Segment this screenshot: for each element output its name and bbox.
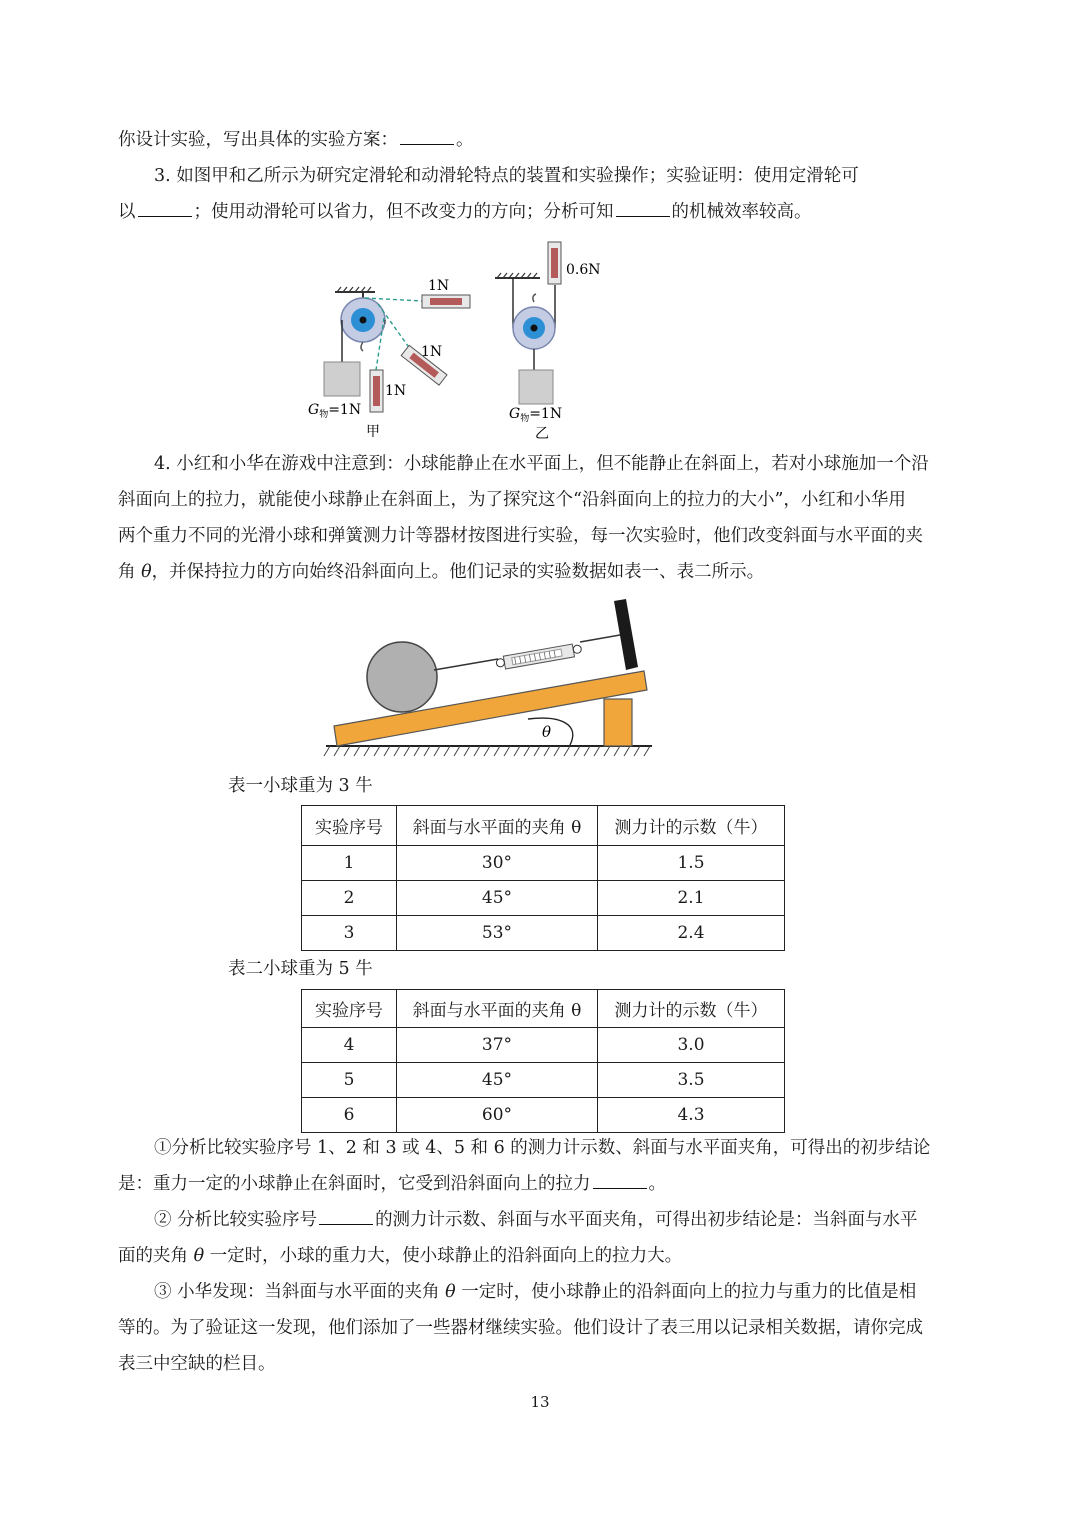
table-row (302, 881, 785, 916)
table-cell: 3.0 (598, 1028, 785, 1063)
scale-reading-jia-3: 1N (385, 383, 407, 399)
q2-tail: 你设计实验，写出具体的实验方案： 。 (118, 122, 968, 158)
page-number: 13 (530, 1393, 550, 1411)
table-header: 测力计的示数（牛） (598, 990, 785, 1028)
weight-block-jia (324, 362, 360, 396)
q4-line4: 角 θ，并保持拉力的方向始终沿斜面向上。他们记录的实验数据如表一、表二所示。 (118, 562, 765, 582)
scale-reading-yi: 0.6N (566, 262, 601, 278)
figure-label-yi: 乙 (535, 426, 549, 442)
ball (367, 642, 437, 712)
weight-label-yi: $G_物=1N$ (509, 406, 563, 424)
table-cell: 1.5 (598, 846, 785, 881)
s2-line1: ② 分析比较实验序号 的测力计示数、斜面与水平面夹角，可得出初步结论是：当斜面与水平 (118, 1202, 968, 1238)
answer-blank[interactable] (400, 126, 454, 145)
table-row (302, 1098, 785, 1133)
table-cell: 30° (397, 846, 598, 881)
table-cell: 60° (397, 1098, 598, 1133)
table-cell: 3 (302, 916, 397, 951)
s3-line2: 等的。为了验证这一发现，他们添加了一些器材继续实验。他们设计了表三用以记录相关数据，请你完成 (118, 1318, 923, 1338)
s3-line1: ③ 小华发现：当斜面与水平面的夹角 θ 一定时，使小球静止的沿斜面向上的拉力与重力的比值是相 (154, 1282, 917, 1302)
table-header: 实验序号 (302, 990, 397, 1028)
answer-blank[interactable] (593, 1170, 647, 1189)
scale-reading-jia-1: 1N (428, 278, 450, 294)
spring-scale-incline (495, 643, 582, 671)
stop-post (614, 599, 638, 670)
table-header: 实验序号 (302, 806, 397, 846)
table-cell: 1 (302, 846, 397, 881)
q3-line2: 以 ；使用动滑轮可以省力，但不改变力的方向；分析可知 的机械效率较高。 (118, 194, 968, 230)
pulley-figure (290, 240, 620, 445)
table-header-row (302, 806, 785, 846)
table-cell: 45° (397, 881, 598, 916)
answer-blank[interactable] (138, 198, 192, 217)
q3-line1: 3. 如图甲和乙所示为研究定滑轮和动滑轮特点的装置和实验操作；实验证明：使用定滑轮可 (154, 166, 859, 186)
figure-label-jia: 甲 (366, 424, 380, 440)
table-cell: 2 (302, 881, 397, 916)
table-cell: 2.1 (598, 881, 785, 916)
table-row (302, 1028, 785, 1063)
table-header-row (302, 990, 785, 1028)
spring-scale-jia-1 (422, 295, 470, 308)
table-cell: 5 (302, 1063, 397, 1098)
table-cell: 37° (397, 1028, 598, 1063)
scale-reading-jia-2: 1N (421, 344, 443, 360)
ceiling-yi (495, 273, 540, 278)
incline-figure (322, 595, 662, 765)
table-header: 斜面与水平面的夹角 θ (397, 806, 598, 846)
table-header: 测力计的示数（牛） (598, 806, 785, 846)
table-cell: 2.4 (598, 916, 785, 951)
q4-line1: 4. 小红和小华在游戏中注意到：小球能静止在水平面上，但不能静止在斜面上，若对小球施加一个沿 (154, 454, 929, 474)
table2 (301, 989, 785, 1133)
table-cell: 6 (302, 1098, 397, 1133)
weight-block-yi (519, 370, 553, 404)
answer-blank[interactable] (616, 198, 670, 217)
table-cell: 53° (397, 916, 598, 951)
table-cell: 45° (397, 1063, 598, 1098)
spring-scale-yi (548, 242, 561, 284)
s3-line3: 表三中空缺的栏目。 (118, 1354, 276, 1374)
table-cell: 3.5 (598, 1063, 785, 1098)
table2-caption: 表二小球重为 5 牛 (228, 959, 373, 979)
table-cell: 4.3 (598, 1098, 785, 1133)
s1-line1: ①分析比较实验序号 1、2 和 3 或 4、5 和 6 的测力计示数、斜面与水平面夹角，可得出的初步结论 (154, 1138, 931, 1158)
support-block (604, 699, 632, 746)
q4-line2: 斜面向上的拉力，就能使小球静止在斜面上，为了探究这个“沿斜面向上的拉力的大小”，小红和小华用 (118, 490, 906, 510)
answer-blank[interactable] (319, 1206, 373, 1225)
table1 (301, 805, 785, 951)
table-row (302, 846, 785, 881)
table1-caption: 表一小球重为 3 牛 (228, 776, 373, 796)
table-header: 斜面与水平面的夹角 θ (397, 990, 598, 1028)
table-row (302, 1063, 785, 1098)
angle-label: θ (542, 723, 552, 741)
s2-line2: 面的夹角 θ 一定时，小球的重力大，使小球静止的沿斜面向上的拉力大。 (118, 1246, 683, 1266)
weight-label-jia: $G_物=1N$ (308, 402, 362, 420)
ceiling-jia (335, 287, 375, 292)
s1-line2: 是：重力一定的小球静止在斜面时，它受到沿斜面向上的拉力 。 (118, 1166, 968, 1202)
table-cell: 4 (302, 1028, 397, 1063)
spring-scale-jia-3 (370, 370, 383, 412)
q4-line3: 两个重力不同的光滑小球和弹簧测力计等器材按图进行实验，每一次实验时，他们改变斜面与水平面的夹 (118, 526, 923, 546)
table-row (302, 916, 785, 951)
